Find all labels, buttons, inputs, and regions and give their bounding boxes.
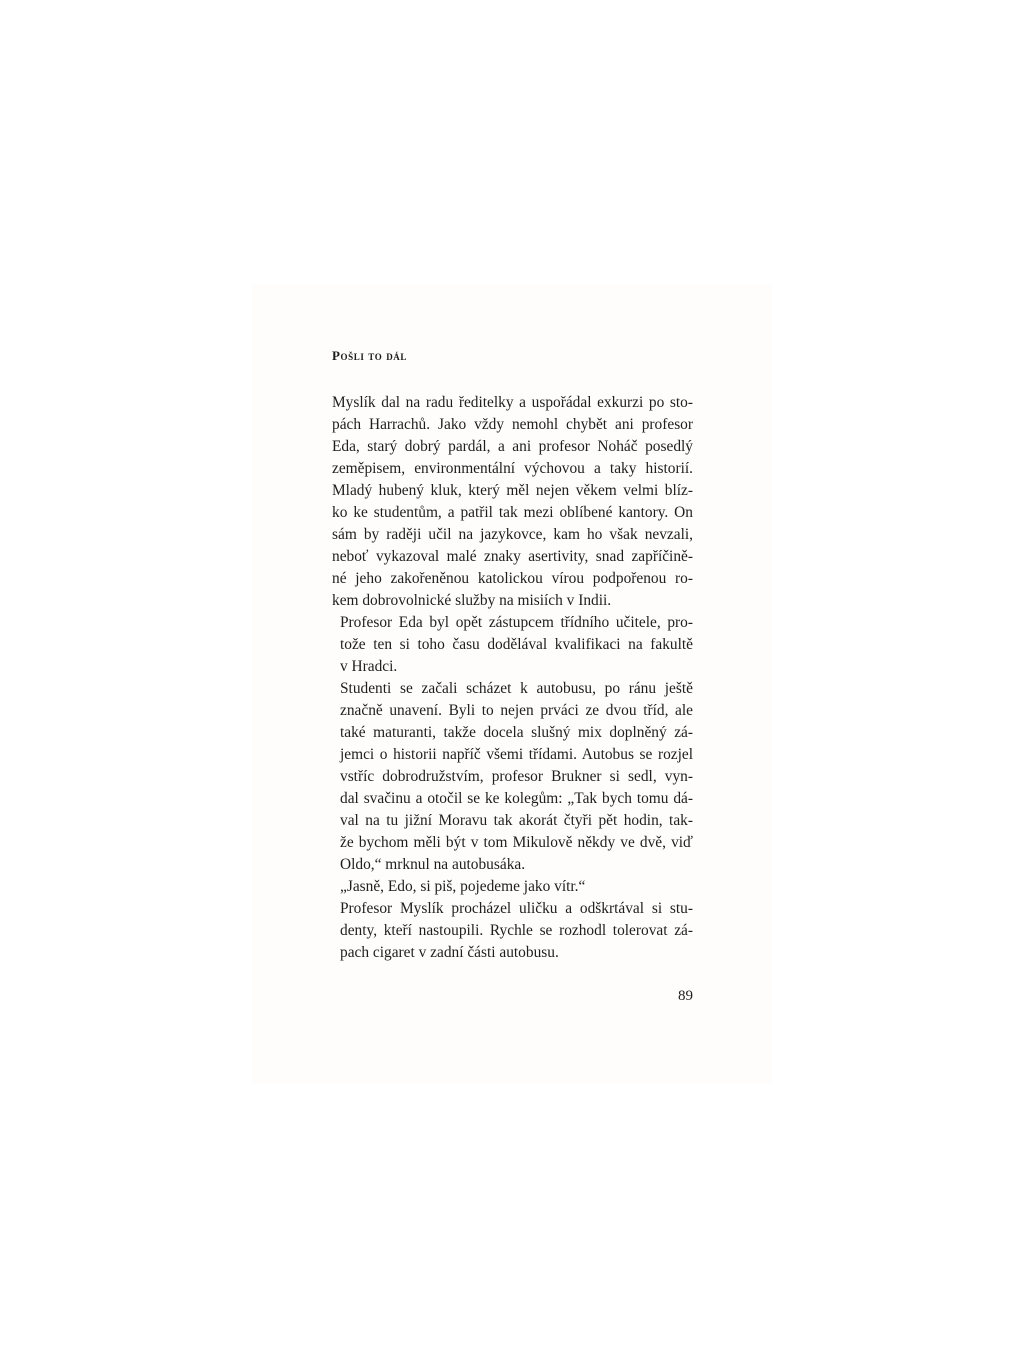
text-line: tože ten si toho času dodělával kvalifikaci na fakultě [340, 636, 693, 653]
text-line: ko ke studentům, a patřil tak mezi oblíbené kantory. On [332, 504, 693, 521]
text-line: pach cigaret v zadní části autobusu. [340, 944, 559, 961]
text-line: zeměpisem, environmentální výchovou a taky historií. [332, 460, 693, 477]
paragraph [332, 898, 693, 964]
text-line: Oldo,“ mrknul na autobusáka. [340, 856, 526, 873]
paragraph [332, 876, 693, 898]
text-line: né jeho zakořeněnou katolickou vírou podpořenou ro- [332, 570, 693, 587]
text-line: kem dobrovolnické služby na misiích v Indii. [332, 592, 612, 609]
text-line: Eda, starý dobrý pardál, a ani profesor Noháč posedlý [332, 438, 693, 455]
text-line: že bychom měli být v tom Mikulově někdy ve dvě, viď [340, 834, 693, 851]
text-line: Profesor Eda byl opět zástupcem třídního učitele, pro- [340, 614, 693, 631]
paragraph [332, 392, 693, 612]
text-line: Profesor Myslík procházel uličku a odškrtával si stu- [340, 900, 693, 917]
running-head: Pošli to dál [332, 348, 407, 363]
text-line: neboť vykazoval malé znaky asertivity, snad zapříčině- [332, 548, 693, 565]
paragraph [332, 678, 693, 876]
paragraph [332, 612, 693, 678]
text-line: sám by raději učil na jazykovce, kam ho však nevzali, [332, 526, 693, 543]
text-line: „Jasně, Edo, si piš, pojedeme jako vítr.“ [340, 878, 586, 895]
text-line: značně unavení. Byli to nejen prváci ze dvou tříd, ale [340, 702, 693, 719]
body-text [332, 392, 693, 964]
text-line: Studenti se začali scházet k autobusu, po ránu ještě [340, 680, 693, 697]
text-line: pách Harrachů. Jako vždy nemohl chybět ani profesor [332, 416, 693, 433]
text-line: Myslík dal na radu ředitelky a uspořádal exkurzi po sto- [332, 394, 693, 411]
text-line: v Hradci. [340, 658, 398, 675]
text-line: jemci o historii napříč všemi třídami. Autobus se rozjel [340, 746, 693, 763]
text-line: také maturanti, takže docela slušný mix doplněný zá- [340, 724, 693, 741]
text-line: denty, kteří nastoupili. Rychle se rozhodl tolerovat zá- [340, 922, 693, 939]
text-line: Mladý hubený kluk, který měl nejen věkem velmi blíz- [332, 482, 693, 499]
text-line: dal svačinu a otočil se ke kolegům: „Tak bych tomu dá- [340, 790, 693, 807]
page-number: 89 [678, 988, 693, 1004]
text-line: val na tu jižní Moravu tak akorát čtyři pět hodin, tak- [340, 812, 693, 829]
text-line: vstříc dobrodružstvím, profesor Brukner si sedl, vyn- [340, 768, 693, 785]
